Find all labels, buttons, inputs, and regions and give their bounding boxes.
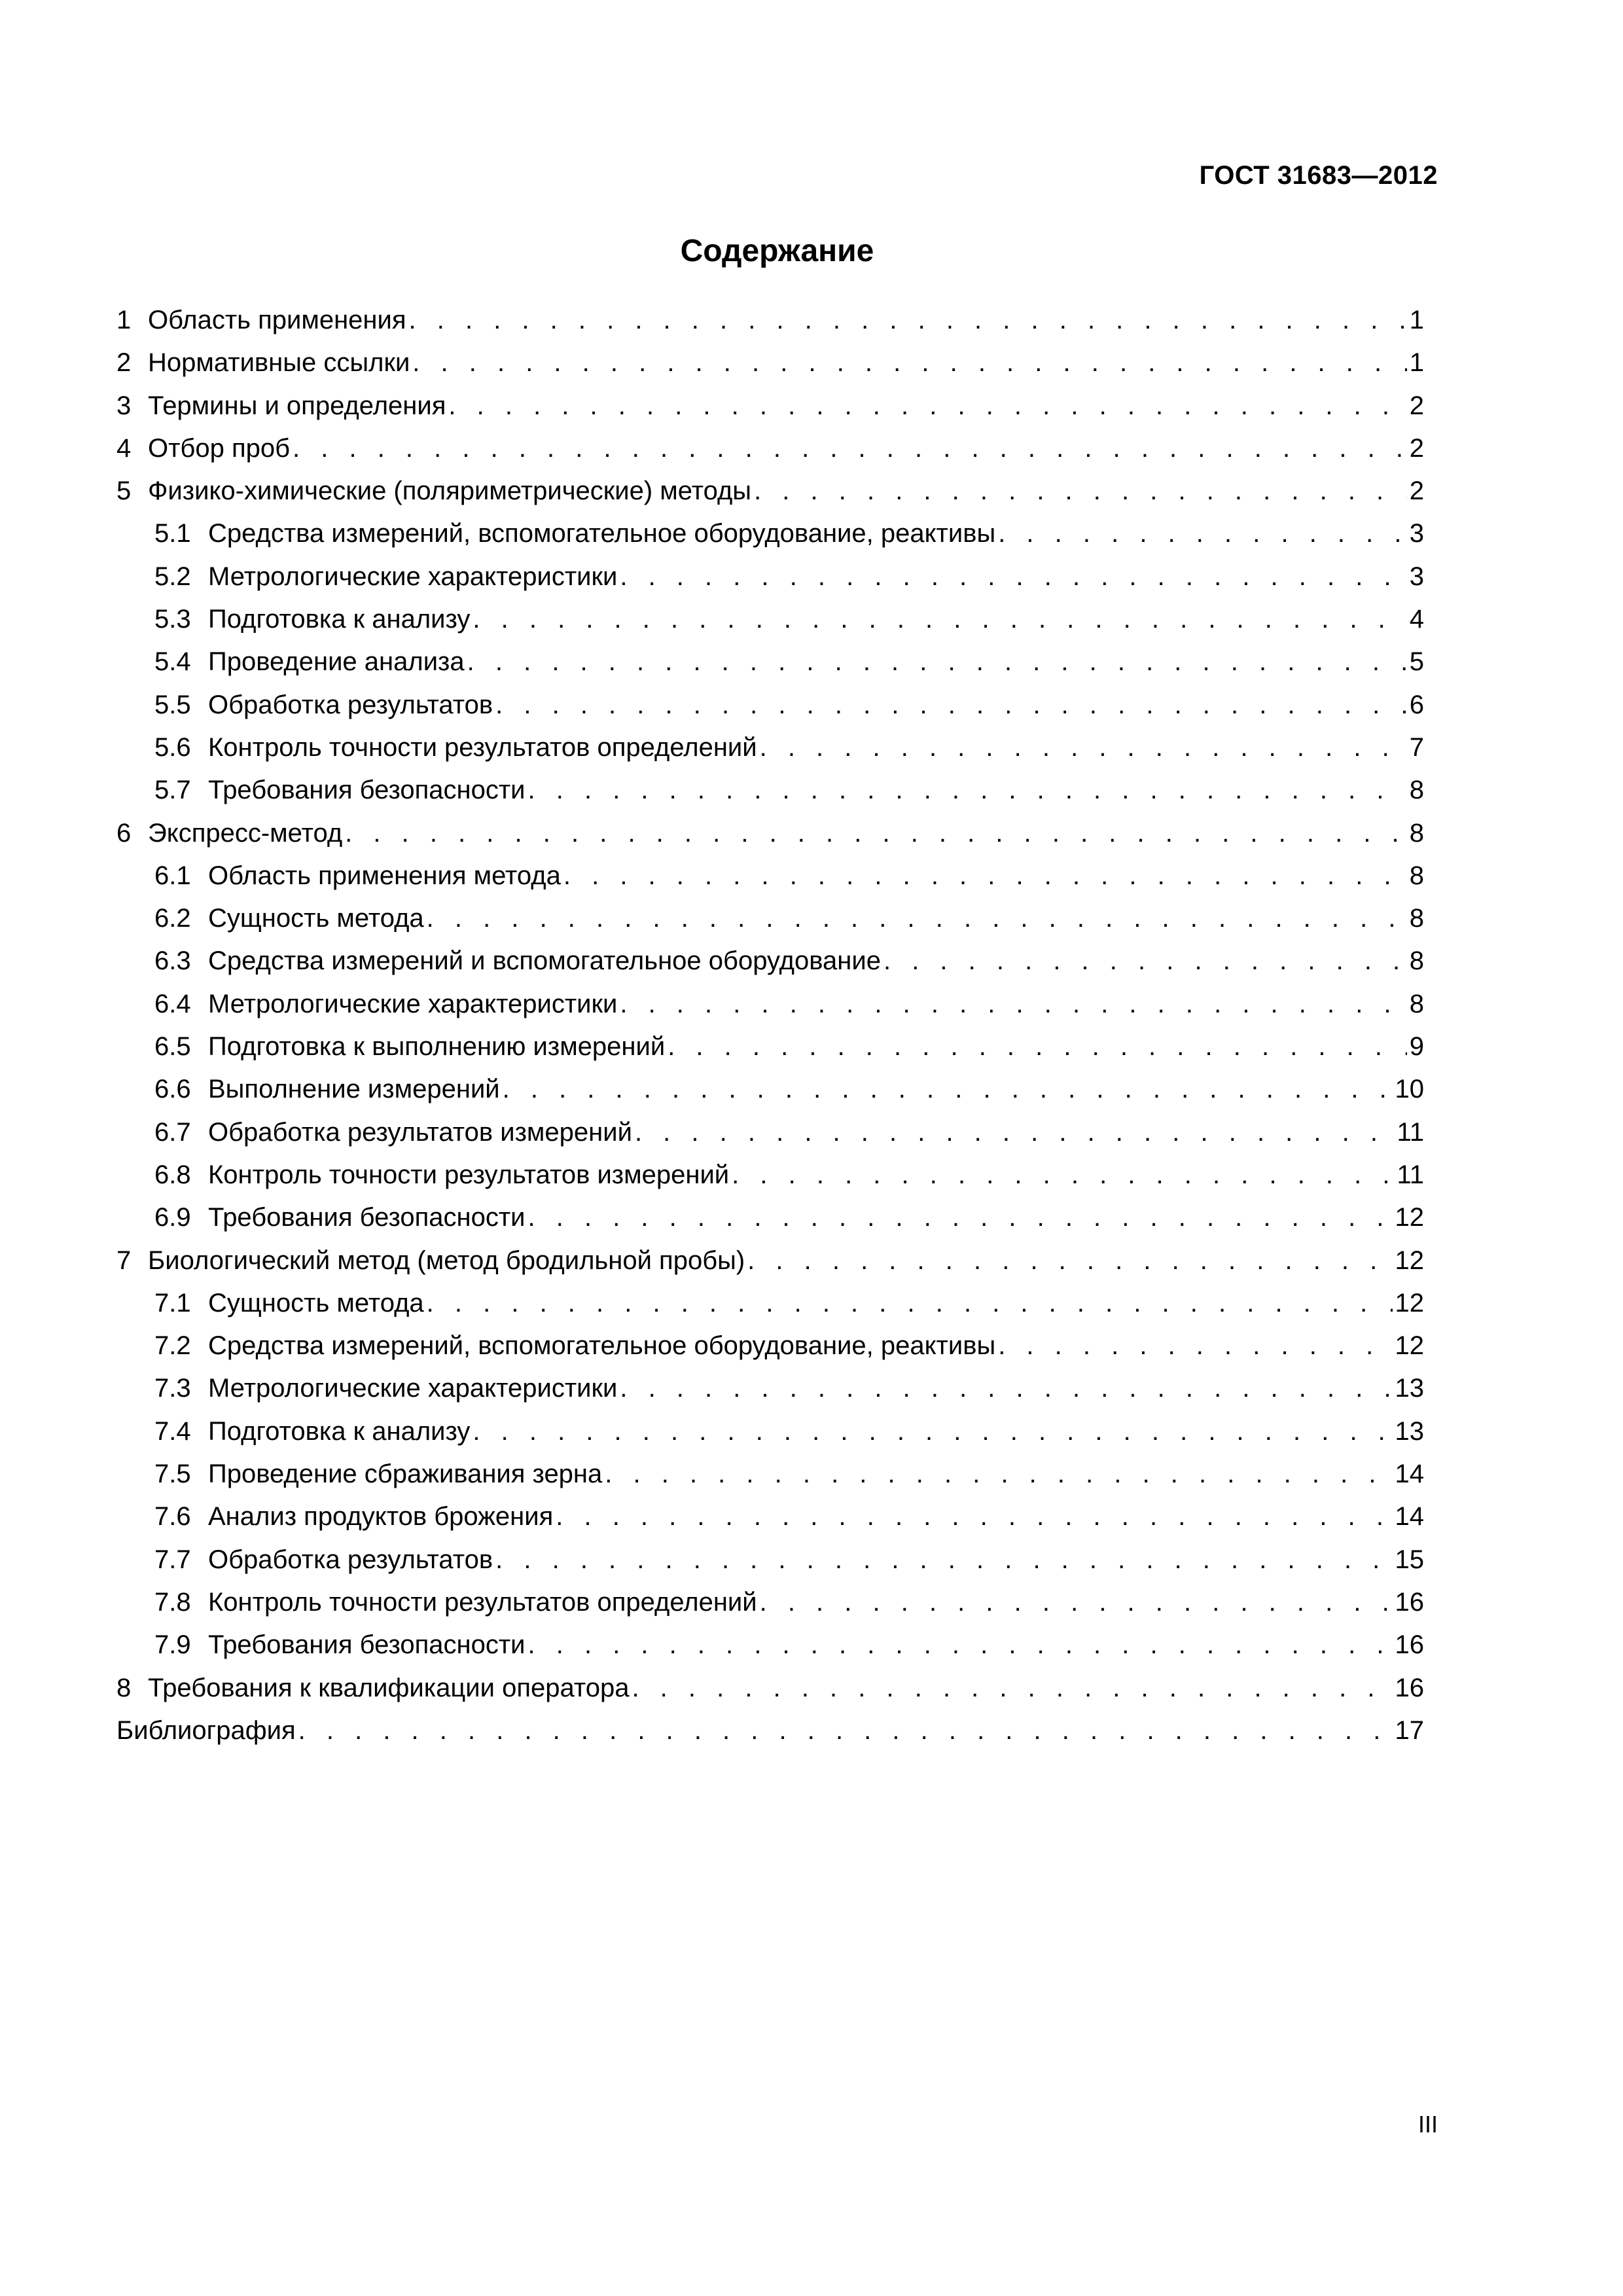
toc-entry[interactable] (116, 732, 1424, 774)
toc-entry[interactable] (116, 860, 1424, 903)
toc-entry-page: 5 (1409, 647, 1424, 677)
toc-entry-number: 6.6 (154, 1075, 191, 1104)
toc-entry-page: 16 (1395, 1630, 1424, 1660)
toc-entry-label: Средства измерений, вспомогательное оборудование, реактивы (208, 1331, 996, 1361)
toc-entry[interactable] (116, 603, 1424, 646)
toc-entry-label: Обработка результатов измерений (208, 1117, 632, 1147)
toc-entry-page: 14 (1395, 1502, 1424, 1532)
toc-entry-label: Требования безопасности (208, 1203, 526, 1232)
toc-entry-number: 6 (116, 818, 132, 848)
dot-leader (345, 817, 1407, 849)
toc-entry[interactable] (116, 646, 1424, 689)
toc-entry-number: 6.8 (154, 1160, 191, 1189)
toc-entry-label: Средства измерений, вспомогательное оборудование, реактивы (208, 519, 996, 548)
toc-entry-number: 5.5 (154, 690, 191, 719)
toc-entry-page: 8 (1409, 946, 1424, 976)
toc-entry[interactable] (116, 561, 1424, 603)
dot-leader (668, 1031, 1407, 1062)
toc-entry-label: Область применения метода (208, 861, 561, 890)
dot-leader (563, 860, 1407, 891)
toc-entry-number: 1 (116, 306, 132, 334)
toc-entry[interactable] (116, 1416, 1424, 1458)
toc-entry-number: 7.5 (154, 1460, 191, 1489)
toc-entry-label: Область применения (148, 306, 406, 334)
dot-leader (503, 1073, 1393, 1105)
dot-leader (620, 1372, 1392, 1404)
toc-entry-number: 6.2 (154, 904, 191, 933)
toc-entry[interactable] (116, 1117, 1424, 1159)
dot-leader (747, 1245, 1392, 1276)
toc-entry-page: 8 (1409, 989, 1424, 1018)
toc-entry-number: 5.2 (154, 562, 191, 591)
toc-entry[interactable] (116, 1202, 1424, 1244)
toc-entry-page: 14 (1395, 1460, 1424, 1489)
dot-leader (467, 646, 1407, 677)
toc-entry-page: 11 (1397, 1160, 1424, 1189)
dot-leader (528, 1629, 1393, 1660)
toc-entry-label: Метрологические характеристики (208, 989, 618, 1018)
toc-entry-number: 5 (116, 476, 132, 506)
toc-entry-number: 7.7 (154, 1545, 191, 1574)
toc-entry-label: Экспресс-метод (148, 818, 343, 848)
toc-entry-label: Сущность метода (208, 904, 424, 933)
toc-entry[interactable] (116, 1587, 1424, 1629)
toc-entry-label: Контроль точности результатов измерений (208, 1160, 730, 1189)
toc-entry-label: Нормативные ссылки (148, 348, 410, 378)
page-title: Содержание (680, 234, 874, 268)
dot-leader (760, 1587, 1393, 1618)
toc-entry-number: 7.1 (154, 1288, 191, 1318)
toc-entry-label: Термины и определения (148, 391, 446, 420)
toc-entry[interactable] (116, 1245, 1424, 1287)
toc-entry-page: 6 (1409, 690, 1424, 719)
toc-entry-page: 12 (1395, 1246, 1424, 1275)
toc-entry[interactable] (116, 475, 1424, 518)
document-code: ГОСТ 31683—2012 (1199, 161, 1438, 190)
toc-entry[interactable] (116, 945, 1424, 988)
toc-entry[interactable] (116, 1544, 1424, 1587)
toc-entry-label: Обработка результатов (208, 690, 493, 719)
toc-entry-number: 6.4 (154, 989, 191, 1018)
toc-entry-label: Требования безопасности (208, 1630, 526, 1660)
dot-leader (732, 1159, 1394, 1191)
toc-entry-number: 7.4 (154, 1416, 191, 1446)
dot-leader (883, 945, 1407, 977)
toc-entry[interactable] (116, 518, 1424, 560)
toc-entry-page: 16 (1395, 1673, 1424, 1702)
dot-leader (427, 1287, 1393, 1319)
toc-entry[interactable] (116, 433, 1424, 475)
toc-entry-label: Обработка результатов (208, 1545, 493, 1574)
toc-entry-page: 16 (1395, 1587, 1424, 1617)
toc-entry-page: 15 (1395, 1545, 1424, 1574)
toc-entry-page: 12 (1395, 1203, 1424, 1232)
dot-leader (293, 433, 1407, 464)
toc-entry-number: 6.3 (154, 946, 191, 976)
toc-entry-page: 13 (1395, 1374, 1424, 1403)
toc-entry[interactable] (116, 903, 1424, 945)
toc-entry[interactable] (116, 1330, 1424, 1372)
toc-entry-number: 2 (116, 348, 132, 378)
toc-entry-label: Подготовка к анализу (208, 605, 471, 634)
toc-entry[interactable] (116, 1715, 1424, 1757)
toc-entry-page: 3 (1409, 519, 1424, 548)
toc-entry-page: 2 (1409, 433, 1424, 463)
dot-leader (427, 903, 1407, 934)
dot-leader (298, 1715, 1393, 1746)
toc-entry[interactable] (116, 1372, 1424, 1415)
toc-entry-number: 3 (116, 391, 132, 420)
toc-entry[interactable] (116, 1031, 1424, 1073)
toc-entry-number: 7.2 (154, 1331, 191, 1361)
dot-leader (620, 561, 1406, 592)
toc-entry-label: Проведение сбраживания зерна (208, 1460, 603, 1489)
toc-entry-label: Подготовка к выполнению измерений (208, 1032, 666, 1062)
toc-entry-page: 17 (1395, 1715, 1424, 1745)
toc-entry-label: Биологический метод (метод бродильной пробы) (148, 1246, 745, 1275)
dot-leader (473, 603, 1406, 635)
toc-entry-number: 7.6 (154, 1502, 191, 1532)
toc-entry[interactable] (116, 1501, 1424, 1543)
toc-entry-page: 8 (1409, 776, 1424, 805)
toc-entry-number: 6.1 (154, 861, 191, 890)
toc-entry-number: 6.5 (154, 1032, 191, 1062)
toc-entry-number: 5.4 (154, 647, 191, 677)
toc-entry-page: 9 (1409, 1032, 1424, 1062)
toc-entry-page: 12 (1395, 1288, 1424, 1318)
dot-leader (998, 518, 1407, 549)
toc-entry-page: 1 (1409, 348, 1424, 378)
toc-entry[interactable] (116, 988, 1424, 1031)
toc-entry-page: 7 (1409, 732, 1424, 762)
dot-leader (412, 347, 1406, 378)
toc-entry-label: Метрологические характеристики (208, 562, 618, 591)
table-of-contents (116, 304, 1424, 1757)
toc-entry-label: Выполнение измерений (208, 1075, 500, 1104)
toc-entry[interactable] (116, 1458, 1424, 1501)
dot-leader (473, 1416, 1392, 1447)
toc-entry-page: 4 (1409, 605, 1424, 634)
dot-leader (632, 1672, 1392, 1704)
toc-entry[interactable] (116, 390, 1424, 433)
toc-entry-page: 8 (1409, 861, 1424, 890)
toc-entry[interactable] (116, 347, 1424, 389)
toc-entry-page: 11 (1397, 1117, 1424, 1147)
toc-entry-page: 10 (1395, 1075, 1424, 1104)
toc-entry-label: Контроль точности результатов определений (208, 732, 757, 762)
toc-entry-number: 7 (116, 1246, 132, 1275)
dot-leader (620, 988, 1406, 1020)
toc-entry-page: 12 (1395, 1331, 1424, 1361)
toc-entry-label: Требования к квалификации оператора (148, 1673, 630, 1702)
toc-entry-label: Метрологические характеристики (208, 1374, 618, 1403)
toc-entry-label: Сущность метода (208, 1288, 424, 1318)
dot-leader (998, 1330, 1392, 1361)
toc-entry[interactable] (116, 689, 1424, 732)
toc-entry-number: 5.6 (154, 732, 191, 762)
toc-entry[interactable] (116, 1159, 1424, 1202)
toc-entry-page: 8 (1409, 904, 1424, 933)
toc-entry[interactable] (116, 774, 1424, 817)
toc-entry-page: 2 (1409, 476, 1424, 506)
toc-entry-number: 6.7 (154, 1117, 191, 1147)
dot-leader (605, 1458, 1392, 1490)
dot-leader (528, 1202, 1393, 1233)
toc-entry-page: 3 (1409, 562, 1424, 591)
toc-entry-label: Библиография (116, 1715, 296, 1745)
toc-entry-number: 5.7 (154, 776, 191, 805)
toc-entry-label: Требования безопасности (208, 776, 526, 805)
dot-leader (495, 689, 1407, 721)
page-number: III (1418, 2111, 1438, 2138)
toc-entry[interactable] (116, 1073, 1424, 1116)
dot-leader (760, 732, 1407, 763)
toc-entry-number: 7.3 (154, 1374, 191, 1403)
toc-entry-label: Физико-химические (поляриметрические) методы (148, 476, 752, 506)
dot-leader (528, 774, 1407, 806)
toc-entry-label: Контроль точности результатов определений (208, 1587, 757, 1617)
toc-entry-number: 8 (116, 1673, 132, 1702)
toc-entry-number: 4 (116, 433, 132, 463)
toc-entry-page: 1 (1409, 306, 1424, 334)
toc-entry-number: 5.3 (154, 605, 191, 634)
toc-entry-number: 7.8 (154, 1587, 191, 1617)
toc-entry-label: Отбор проб (148, 433, 291, 463)
dot-leader (754, 475, 1407, 507)
toc-entry[interactable] (116, 817, 1424, 860)
toc-entry-label: Анализ продуктов брожения (208, 1502, 554, 1532)
dot-leader (635, 1117, 1395, 1148)
toc-entry[interactable] (116, 1672, 1424, 1715)
dot-leader (495, 1544, 1392, 1575)
dot-leader (409, 304, 1407, 336)
dot-leader (556, 1501, 1392, 1532)
toc-entry-page: 13 (1395, 1416, 1424, 1446)
toc-entry-number: 6.9 (154, 1203, 191, 1232)
toc-entry-page: 2 (1409, 391, 1424, 420)
toc-entry-page: 8 (1409, 818, 1424, 848)
toc-entry-label: Проведение анализа (208, 647, 465, 677)
dot-leader (448, 390, 1406, 422)
toc-entry-number: 5.1 (154, 519, 191, 548)
toc-entry-label: Средства измерений и вспомогательное оборудование (208, 946, 881, 976)
toc-entry-number: 7.9 (154, 1630, 191, 1660)
toc-entry[interactable] (116, 1287, 1424, 1330)
toc-entry[interactable] (116, 304, 1424, 347)
toc-entry-label: Подготовка к анализу (208, 1416, 471, 1446)
toc-entry[interactable] (116, 1629, 1424, 1672)
